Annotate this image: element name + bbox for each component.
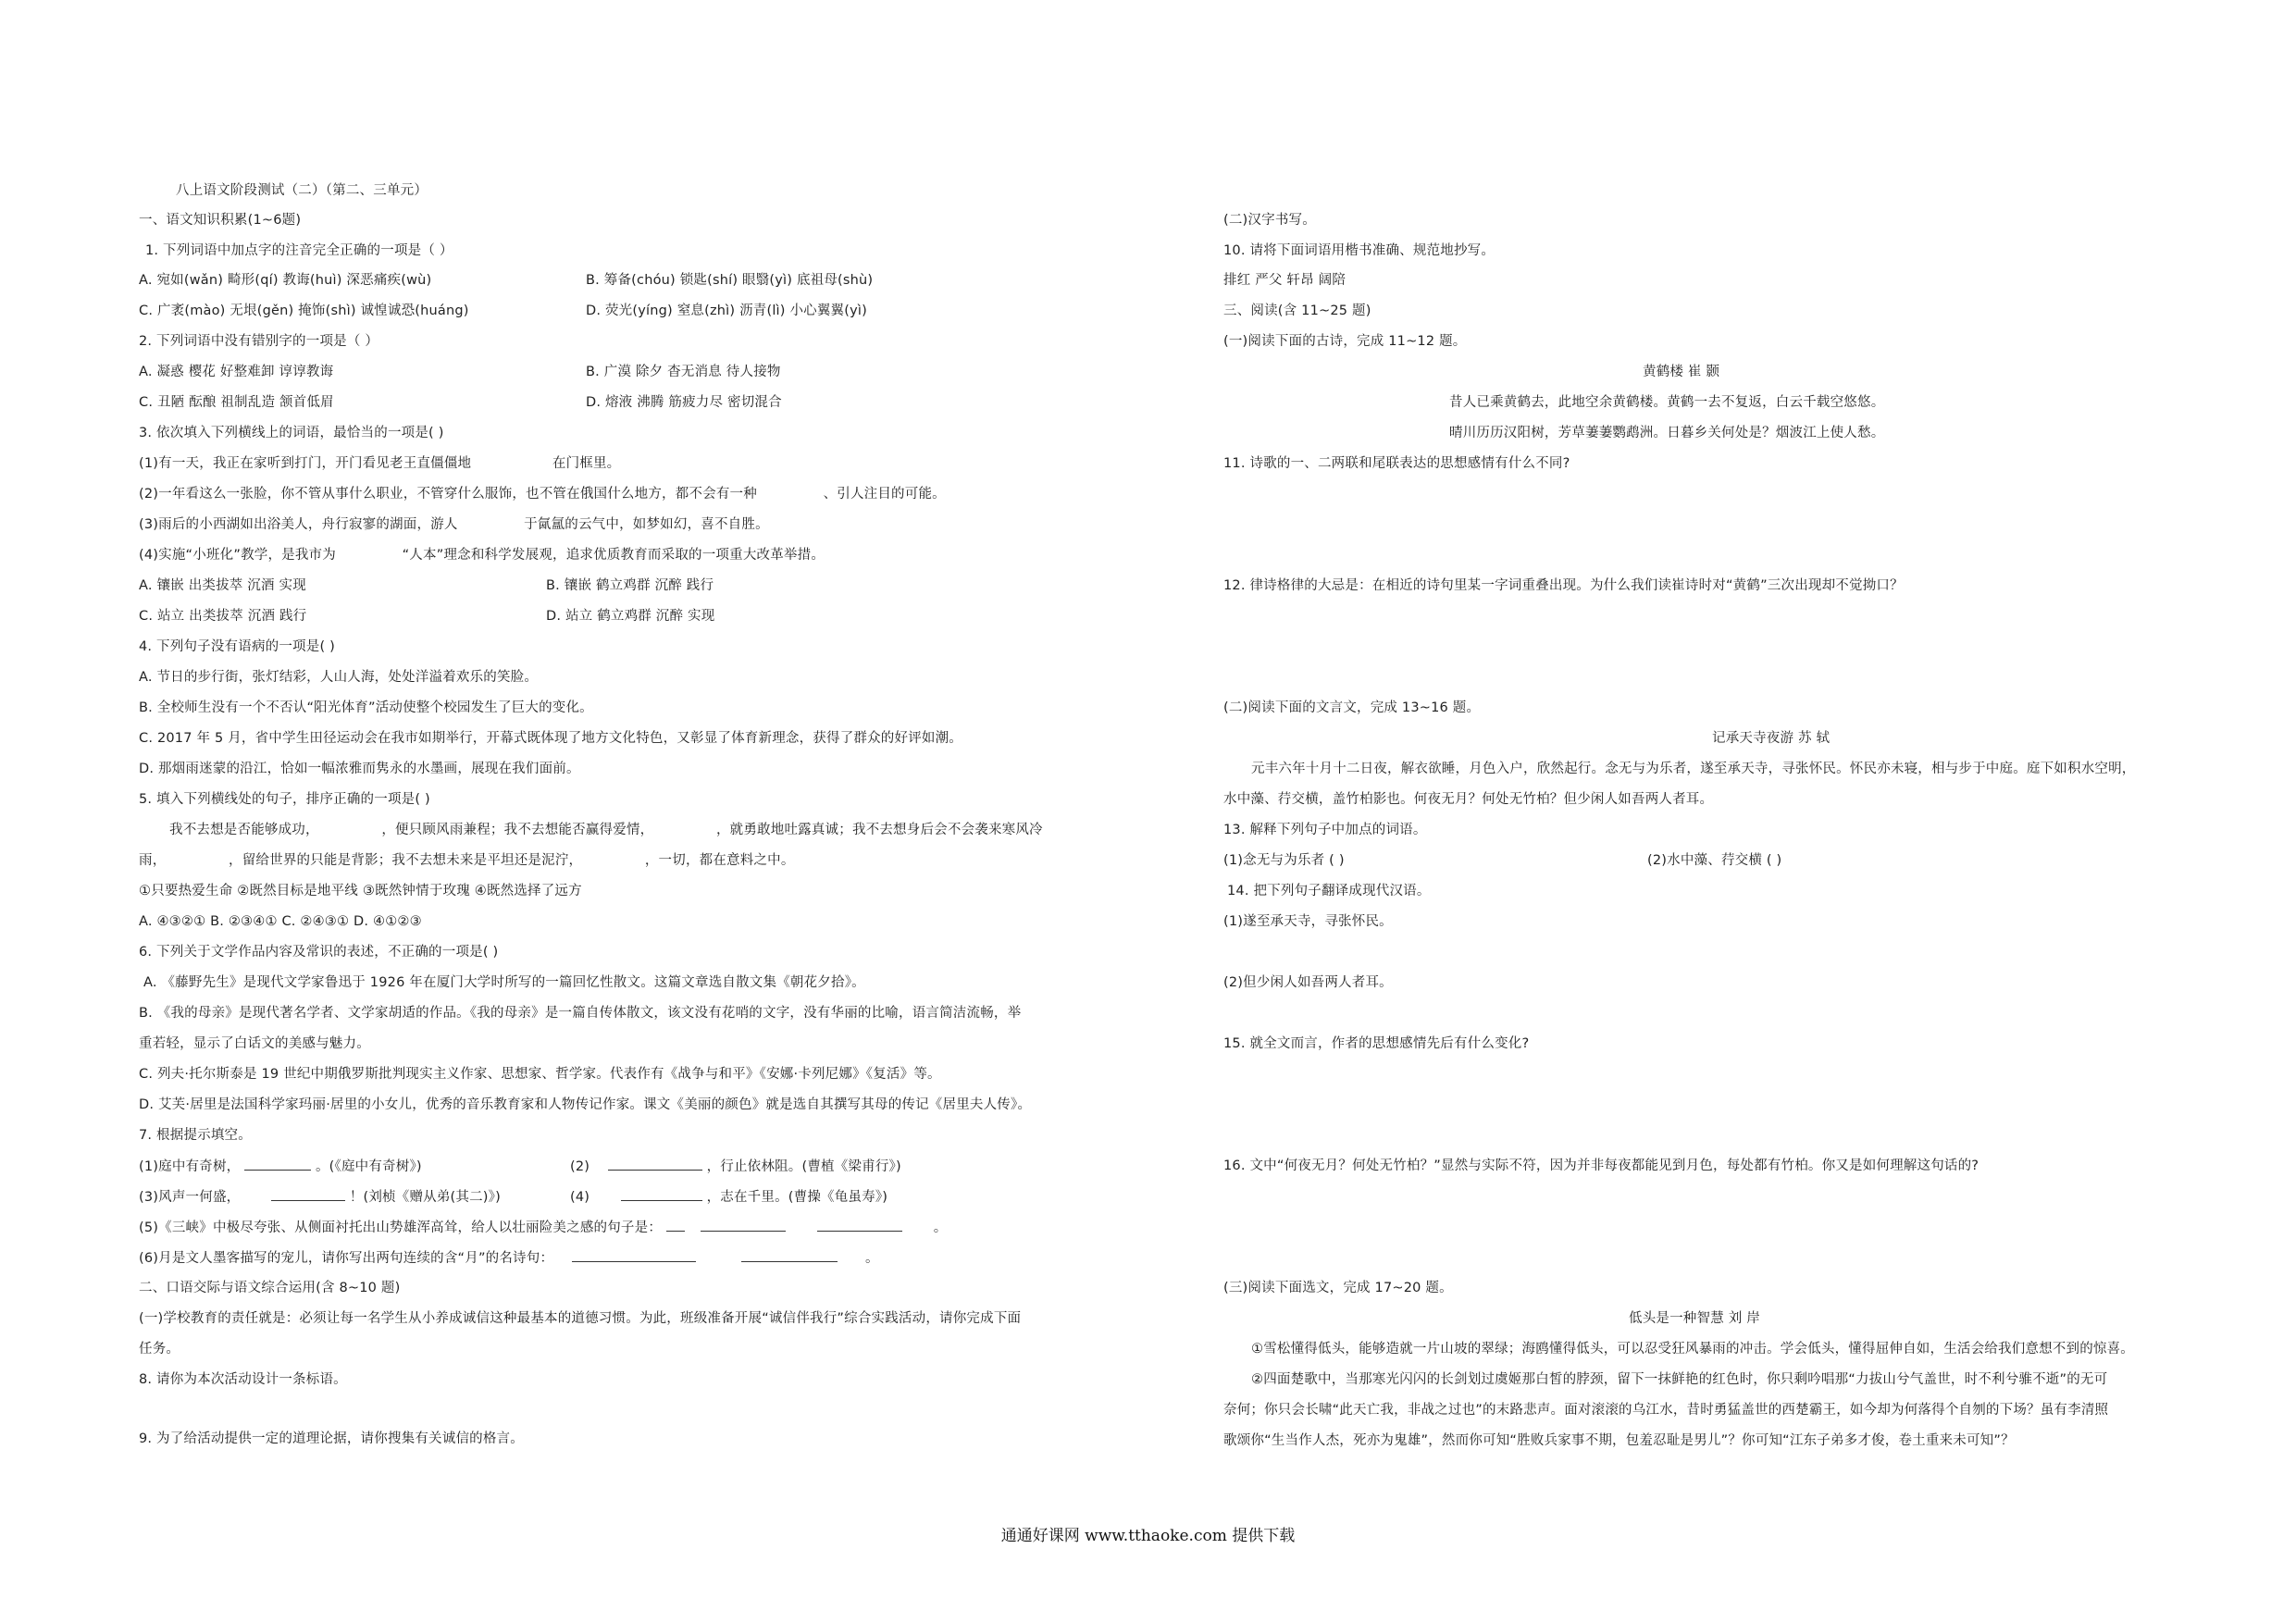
q1-option-b: B. 筹备(chóu) 锁匙(shí) 眼翳(yì) 底祖母(shù) <box>586 273 874 288</box>
q13-stem: 13. 解释下列句子中加点的词语。 <box>1223 823 1427 837</box>
q7-item-2-number: (2) <box>570 1159 590 1174</box>
q13-item-2: (2)水中藻、荇交横 ( ) <box>1647 853 1782 868</box>
q1-option-a: A. 宛如(wǎn) 畸形(qí) 教诲(huì) 深恶痛疾(wù) <box>139 273 432 288</box>
exam-title: 八上语文阶段测试（二）（第二、三单元） <box>176 183 428 198</box>
q14-item-2: (2)但少闲人如吾两人者耳。 <box>1223 975 1393 990</box>
q6-option-b-line-2: 重若轻，显示了白话文的美感与魅力。 <box>139 1036 370 1051</box>
section-3-heading: 三、阅读(含 11~25 题) <box>1223 304 1371 318</box>
q12-stem: 12. 律诗格律的大忌是：在相近的诗句里某一字词重叠出现。为什么我们读崔诗时对“黄鹤”三次出现却不觉拗口？ <box>1223 578 1904 593</box>
q7-blank-5a[interactable] <box>666 1218 685 1232</box>
essay-paragraph-2-line-3: 歌颂你“生当作人杰，死亦为鬼雄”，然而你可知“胜败兵家事不期，包羞忍耻是男儿”？你可知“江东子弟多才俊，卷土重来未可知”？ <box>1223 1433 2015 1448</box>
q7-item-3 <box>139 1187 501 1207</box>
q6-option-d: D. 艾芙·居里是法国科学家玛丽·居里的小女儿，优秀的音乐教育家和人物传记作家。课文《美丽的颜色》就是选自其撰写其母的传记《居里夫人传》。 <box>139 1097 1032 1112</box>
q3-sentence-4 <box>139 546 825 564</box>
q3-sentence-3-part-a: (3)雨后的小西湖如出浴美人，舟行寂寥的湖面，游人 <box>139 517 458 532</box>
q7-item-5-text: (5)《三峡》中极尽夸张、从侧面衬托出山势雄浑高耸，给人以壮丽险美之感的句子是： <box>139 1220 663 1235</box>
essay-paragraph-2-line-1: ②四面楚歌中，当那寒光闪闪的长剑划过虞姬那白皙的脖颈，留下一抹鲜艳的红色时，你只剩吟唱那“力拔山兮气盖世，时不利兮骓不逝”的无可 <box>1251 1372 2108 1387</box>
q7-item-1 <box>139 1157 422 1176</box>
q3-option-d: D. 站立 鹤立鸡群 沉醉 实现 <box>546 609 715 624</box>
q7-item-3-text: (3)风声一何盛， <box>139 1190 241 1205</box>
q3-sentence-3 <box>139 515 769 534</box>
q7-item-1-source: 。(《庭中有奇树》) <box>315 1159 422 1174</box>
q5-options: A. ④③②① B. ②③④① C. ②④③① D. ④①②③ <box>139 914 422 929</box>
q4-option-a: A. 节日的步行街，张灯结彩，人山人海，处处洋溢着欢乐的笑脸。 <box>139 670 539 685</box>
q9-stem: 9. 为了给活动提供一定的道理论据，请你搜集有关诚信的格言。 <box>139 1431 524 1446</box>
q7-item-2-text: ，行止依林阻。(曹植《梁甫行》) <box>706 1159 901 1174</box>
q4-option-d: D. 那烟雨迷蒙的沿江，恰如一幅浓雅而隽永的水墨画，展现在我们面前。 <box>139 762 580 776</box>
q7-blank-2[interactable] <box>608 1157 702 1171</box>
q11-stem: 11. 诗歌的一、二两联和尾联表达的思想感情有什么不同? <box>1223 456 1570 471</box>
section-2-heading: 二、口语交际与语文综合运用(含 8~10 题) <box>139 1281 401 1295</box>
section-2-intro-line-2: 任务。 <box>139 1342 180 1357</box>
q5-passage-1a: 我不去想是否能够成功， <box>169 823 319 837</box>
q7-blank-6b[interactable] <box>741 1248 838 1262</box>
q7-item-5-end: 。 <box>933 1220 948 1235</box>
poem-title: 黄鹤楼 崔 颢 <box>1643 365 1720 379</box>
q7-item-4-text: ，志在千里。(曹操《龟虽寿》) <box>706 1190 888 1205</box>
q6-stem: 6. 下列关于文学作品内容及常识的表述，不正确的一项是( ) <box>139 945 499 960</box>
q7-item-6-end: 。 <box>865 1251 879 1266</box>
q5-passage-line-1 <box>169 821 1043 839</box>
q15-stem: 15. 就全文而言，作者的思想感情先后有什么变化? <box>1223 1036 1530 1051</box>
q3-sentence-4-part-a: (4)实施“小班化”教学，是我市为 <box>139 548 336 563</box>
footer-watermark: 通通好课网 www.tthaoke.com 提供下载 <box>1000 1527 1296 1545</box>
q5-passage-2a: 雨， <box>139 853 167 868</box>
q7-item-5 <box>139 1218 947 1237</box>
section-2-intro-line-1: (一)学校教育的责任就是：必须让每一名学生从小养成诚信这种最基本的道德习惯。为此，班级准备开展“诚信伴我行”综合实践活动，请你完成下面 <box>139 1311 1022 1326</box>
q10-stem: 10. 请将下面词语用楷书准确、规范地抄写。 <box>1223 243 1496 258</box>
reading-3-intro: (三)阅读下面选文，完成 17~20 题。 <box>1223 1281 1453 1295</box>
essay-title: 低头是一种智慧 刘 岸 <box>1629 1311 1760 1326</box>
q5-candidate-sentences: ①只要热爱生命 ②既然目标是地平线 ③既然钟情于玫瑰 ④既然选择了远方 <box>139 884 582 898</box>
q7-item-6-text: (6)月是文人墨客描写的宠儿，请你写出两句连续的含“月”的名诗句： <box>139 1251 554 1266</box>
q1-option-d: D. 荧光(yíng) 窒息(zhì) 沥青(lì) 小心翼翼(yì) <box>586 304 867 318</box>
q5-passage-1b: ，便只顾风雨兼程；我不去想能否赢得爱情， <box>381 823 654 837</box>
right-page <box>1148 0 2296 1623</box>
q1-option-c: C. 广袤(mào) 无垠(gěn) 掩饰(shì) 诚惶诚恐(huáng) <box>139 304 469 318</box>
q6-option-c: C. 列夫·托尔斯泰是 19 世纪中期俄罗斯批判现实主义作家、思想家、哲学家。代表作有《战争与和平》《安娜·卡列尼娜》《复活》等。 <box>139 1067 941 1082</box>
q7-item-1-text: (1)庭中有奇树， <box>139 1159 241 1174</box>
reading-1-intro: (一)阅读下面的古诗，完成 11~12 题。 <box>1223 334 1467 349</box>
q7-item-4 <box>570 1187 887 1207</box>
q4-option-b: B. 全校师生没有一个不否认“阳光体育”活动使整个校园发生了巨大的变化。 <box>139 700 593 715</box>
q2-stem: 2. 下列词语中没有错别字的一项是（ ） <box>139 334 379 349</box>
q5-passage-line-2 <box>139 851 795 870</box>
essay-paragraph-1: ①雪松懂得低头，能够造就一片山坡的翠绿；海鸥懂得低头，可以忍受狂风暴雨的冲击。学会低头，懂得屈伸自如，生活会给我们意想不到的惊喜。 <box>1251 1342 2134 1357</box>
q16-stem: 16. 文中“何夜无月？何处无竹柏？”显然与实际不符，因为并非每夜都能见到月色，每处都有竹柏。你又是如何理解这句话的? <box>1223 1158 1980 1173</box>
poem-line-1: 昔人已乘黄鹤去，此地空余黄鹤楼。黄鹤一去不复返，白云千载空悠悠。 <box>1449 395 1885 410</box>
prose-title: 记承天寺夜游 苏 轼 <box>1712 731 1831 746</box>
q3-sentence-2-part-a: (2)一年看这么一张脸，你不管从事什么职业，不管穿什么服饰，也不管在俄国什么地方，都不会有一种 <box>139 487 757 502</box>
q5-passage-1c: ，就勇敢地吐露真诚；我不去想身后会不会袭来寒风冷 <box>715 823 1043 837</box>
q7-blank-6a[interactable] <box>572 1248 696 1262</box>
section-1-heading: 一、语文知识积累(1~6题) <box>139 213 302 228</box>
q13-item-1: (1)念无与为乐者 ( ) <box>1223 853 1345 868</box>
q3-option-b: B. 镶嵌 鹤立鸡群 沉醉 践行 <box>546 578 714 593</box>
q7-item-6 <box>139 1248 879 1268</box>
q5-passage-2b: ，留给世界的只能是背影；我不去想未来是平坦还是泥泞， <box>229 853 583 868</box>
q7-item-2 <box>570 1157 901 1176</box>
q14-item-1: (1)遂至承天寺，寻张怀民。 <box>1223 914 1393 929</box>
sub-section-2-heading: (二)汉字书写。 <box>1223 213 1316 228</box>
reading-2-intro: (二)阅读下面的文言文，完成 13~16 题。 <box>1223 700 1481 715</box>
q10-words: 排红 严父 轩昂 阔陪 <box>1223 273 1347 288</box>
q7-blank-3[interactable] <box>271 1187 345 1201</box>
q7-blank-4[interactable] <box>621 1187 702 1201</box>
q4-stem: 4. 下列句子没有语病的一项是( ) <box>139 639 335 654</box>
q6-option-b-line-1: B. 《我的母亲》是现代著名学者、文学家胡适的作品。《我的母亲》是一篇自传体散文，该文没有花哨的文字，没有华丽的比喻，语言简洁流畅，举 <box>139 1006 1022 1021</box>
q8-stem: 8. 请你为本次活动设计一条标语。 <box>139 1372 347 1387</box>
q7-blank-5b[interactable] <box>701 1218 786 1232</box>
q5-stem: 5. 填入下列横线处的句子，排序正确的一项是( ) <box>139 792 430 807</box>
q2-option-d: D. 熔液 沸腾 筋疲力尽 密切混合 <box>586 395 782 410</box>
q14-stem: 14. 把下列句子翻译成现代汉语。 <box>1227 884 1431 898</box>
q5-passage-2c: ，一切，都在意料之中。 <box>644 853 795 868</box>
q3-sentence-1 <box>139 454 620 473</box>
q2-option-b: B. 广漠 除夕 杳无消息 待人接物 <box>586 365 781 379</box>
q3-option-a: A. 镶嵌 出类拔萃 沉酒 实现 <box>139 578 306 593</box>
q3-option-c: C. 站立 出类拔萃 沉酒 践行 <box>139 609 307 624</box>
q1-stem: 1. 下列词语中加点字的注音完全正确的一项是（ ） <box>145 243 453 258</box>
q3-sentence-1-part-b: 在门框里。 <box>552 456 621 471</box>
prose-line-2: 水中藻、荇交横，盖竹柏影也。何夜无月？何处无竹柏？但少闲人如吾两人者耳。 <box>1223 792 1714 807</box>
q7-blank-5c[interactable] <box>817 1218 902 1232</box>
q7-item-4-number: (4) <box>570 1190 590 1205</box>
q4-option-c: C. 2017 年 5 月，省中学生田径运动会在我市如期举行，开幕式既体现了地方文化特色，又彰显了体育新理念，获得了群众的好评如潮。 <box>139 731 962 746</box>
q2-option-c: C. 丑陋 酝酿 祖制乱造 颔首低眉 <box>139 395 334 410</box>
q7-item-3-source: ！(刘桢《赠从弟(其二)》) <box>349 1190 501 1205</box>
essay-paragraph-2-line-2: 奈何；你只会长啸“此天亡我，非战之过也”的末路悲声。面对滚滚的乌江水，昔时勇猛盖世的西楚霸王，如今却为何落得个自刎的下场？虽有李清照 <box>1223 1403 2109 1418</box>
q3-sentence-4-part-b: “人本”理念和科学发展观，追求优质教育而采取的一项重大改革举措。 <box>402 548 825 563</box>
q3-sentence-2-part-b: 、引人注目的可能。 <box>823 487 946 502</box>
prose-line-1: 元丰六年十月十二日夜，解衣欲睡，月色入户，欣然起行。念无与为乐者，遂至承天寺，寻张怀民。怀民亦未寝，相与步于中庭。庭下如积水空明， <box>1251 762 2136 776</box>
q7-stem: 7. 根据提示填空。 <box>139 1128 252 1143</box>
q2-option-a: A. 凝惑 樱花 好整难卸 谆谆教诲 <box>139 365 334 379</box>
q7-blank-1[interactable] <box>244 1157 311 1171</box>
q6-option-a: A. 《藤野先生》是现代文学家鲁迅于 1926 年在厦门大学时所写的一篇回忆性散文。这篇文章选自散文集《朝花夕拾》。 <box>143 975 865 990</box>
q3-stem: 3. 依次填入下列横线上的词语，最恰当的一项是( ) <box>139 426 444 440</box>
q3-sentence-1-part-a: (1)有一天，我正在家听到打门，开门看见老王直僵僵地 <box>139 456 472 471</box>
q3-sentence-2 <box>139 485 946 503</box>
q3-sentence-3-part-b: 于氤氲的云气中，如梦如幻，喜不自胜。 <box>524 517 769 532</box>
poem-line-2: 晴川历历汉阳树，芳草萋萋鹦鹉洲。日暮乡关何处是？烟波江上使人愁。 <box>1449 426 1885 440</box>
